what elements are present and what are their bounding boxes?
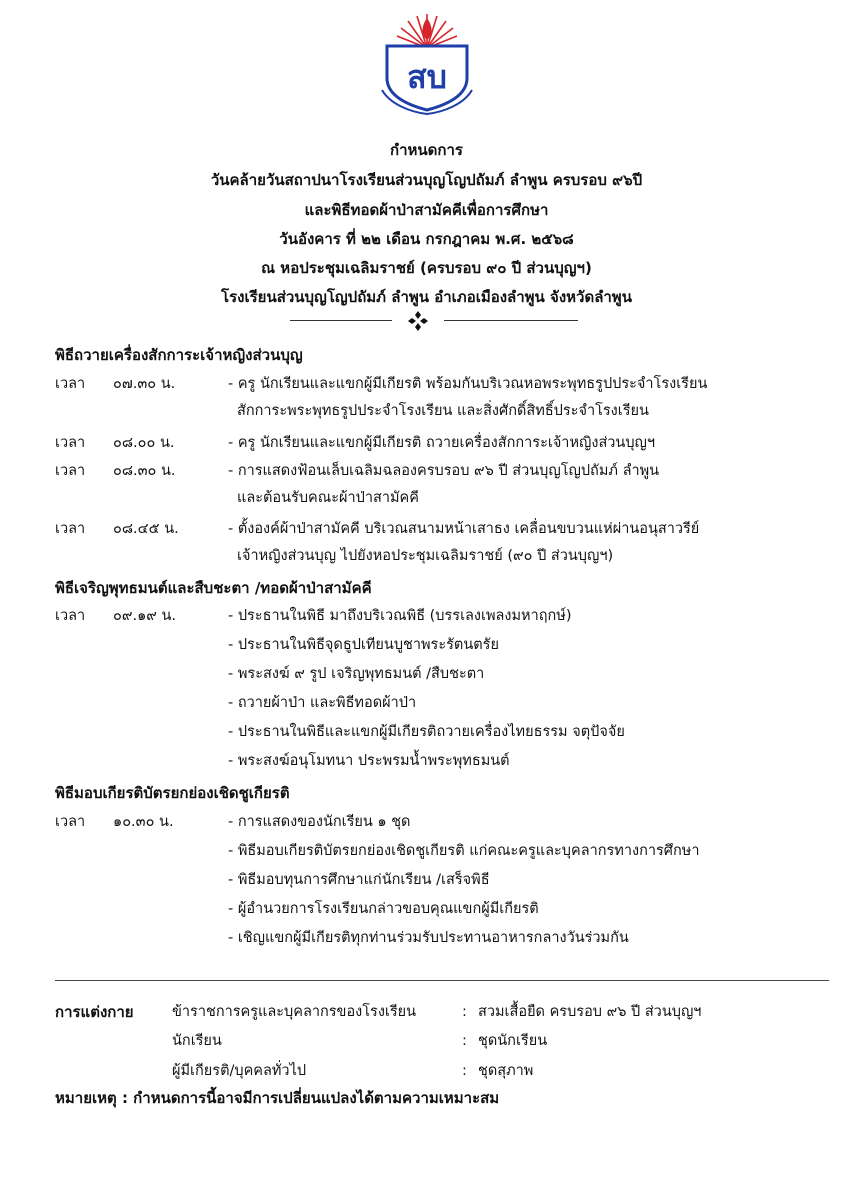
dress-colon: : xyxy=(462,1063,467,1079)
agenda-line: - ครู นักเรียนและแขกผู้มีเกียรติ พร้อมกันบริเวณหอพระพุทธรูปประจำโรงเรียน xyxy=(228,376,708,392)
time-value: ๐๘.๔๕ น. xyxy=(113,521,179,537)
agenda-line: - ประธานในพิธี มาถึงบริเวณพิธี (บรรเลงเพลงมหาฤกษ์) xyxy=(228,608,572,624)
time-value: ๐๘.๐๐ น. xyxy=(113,435,175,451)
agenda-line: - ตั้งองค์ผ้าป่าสามัคคี บริเวณสนามหน้าเสาธง เคลื่อนขบวนแห่ผ่านอนุสาวรีย์ xyxy=(228,521,700,537)
event-date: วันอังคาร ที่ ๒๒ เดือน กรกฎาคม พ.ศ. ๒๕๖๘ xyxy=(279,230,574,248)
dress-what: ชุดสุภาพ xyxy=(478,1063,534,1079)
event-title: วันคล้ายวันสถาปนาโรงเรียนส่วนบุญโญปถัมภ์ ลำพูน ครบรอบ ๙๖ปี xyxy=(210,171,643,189)
event-venue: ณ หอประชุมเฉลิมราชย์ (ครบรอบ ๙๐ ปี ส่วนบุญฯ) xyxy=(261,259,592,277)
time-value: ๐๗.๓๐ น. xyxy=(113,376,176,392)
time-label: เวลา xyxy=(55,463,86,479)
section-title: พิธีมอบเกียรติบัตรยกย่องเชิดชูเกียรติ xyxy=(55,784,290,802)
agenda-line: - พระสงฆ์อนุโมทนา ประพรมน้ำพระพุทธมนต์ xyxy=(228,753,510,769)
school-emblem-svg xyxy=(370,8,484,118)
agenda-line: - การแสดงฟ้อนเล็บเฉลิมฉลองครบรอบ ๙๖ ปี ส่วนบุญโญปถัมภ์ ลำพูน xyxy=(228,463,660,479)
agenda-line: - พิธีมอบทุนการศึกษาแก่นักเรียน /เสร็จพิธี xyxy=(228,872,490,888)
diamond-ornament-icon xyxy=(406,310,430,332)
time-label: เวลา xyxy=(55,814,86,830)
agenda-line: - เชิญแขกผู้มีเกียรติทุกท่านร่วมรับประทานอาหารกลางวันร่วมกัน xyxy=(228,930,629,946)
agenda-line: - ผู้อำนวยการโรงเรียนกล่าวขอบคุณแขกผู้มีเกียรติ xyxy=(228,901,539,917)
agenda-line: - ประธานในพิธีและแขกผู้มีเกียรติถวายเครื่องไทยธรรม จตุปัจจัย xyxy=(228,724,625,740)
section-title: พิธีเจริญพุทธมนต์และสืบชะตา /ทอดผ้าป่าสามัคคี xyxy=(55,579,372,597)
dress-colon: : xyxy=(462,1004,467,1020)
agenda-line: สักการะพระพุทธรูปประจำโรงเรียน และสิ่งศักดิ์สิทธิ์ประจำโรงเรียน xyxy=(237,403,649,419)
agenda-line: - ครู นักเรียนและแขกผู้มีเกียรติ ถวายเครื่องสักการะเจ้าหญิงส่วนบุญฯ xyxy=(228,435,656,451)
agenda-line: และต้อนรับคณะผ้าป่าสามัคคี xyxy=(237,490,419,506)
dress-what: ชุดนักเรียน xyxy=(478,1033,548,1049)
school-emblem-letters: สบ xyxy=(407,58,447,96)
dress-who: นักเรียน xyxy=(172,1033,222,1049)
dress-who: ข้าราชการครูและบุคลากรของโรงเรียน xyxy=(172,1004,417,1020)
agenda-line: - ถวายผ้าป่า และพิธีทอดผ้าป่า xyxy=(228,695,417,711)
dress-what: สวมเสื้อยืด ครบรอบ ๙๖ ปี ส่วนบุญฯ xyxy=(478,1004,702,1020)
time-label: เวลา xyxy=(55,608,86,624)
dress-colon: : xyxy=(462,1033,467,1049)
time-value: ๐๘.๓๐ น. xyxy=(113,463,176,479)
event-subtitle: และพิธีทอดผ้าป่าสามัคคีเพื่อการศึกษา xyxy=(304,201,549,219)
school-emblem xyxy=(370,8,484,118)
section-title: พิธีถวายเครื่องสักการะเจ้าหญิงส่วนบุญ xyxy=(55,346,303,364)
agenda-line: เจ้าหญิงส่วนบุญ ไปยังหอประชุมเฉลิมราชย์ (๙๐ ปี ส่วนบุญฯ) xyxy=(237,548,614,564)
horizontal-rule xyxy=(55,980,829,981)
divider-right xyxy=(444,320,578,321)
document-title: กำหนดการ xyxy=(390,141,463,159)
dress-who: ผู้มีเกียรติ/บุคคลทั่วไป xyxy=(172,1063,307,1079)
time-value: ๐๙.๑๙ น. xyxy=(113,608,177,624)
agenda-line: - พิธีมอบเกียรติบัตรยกย่องเชิดชูเกียรติ แก่คณะครูและบุคลากรทางการศึกษา xyxy=(228,843,700,859)
school-address: โรงเรียนส่วนบุญโญปถัมภ์ ลำพูน อำเภอเมืองลำพูน จังหวัดลำพูน xyxy=(221,288,632,306)
time-label: เวลา xyxy=(55,376,86,392)
agenda-line: - การแสดงของนักเรียน ๑ ชุด xyxy=(228,814,411,830)
dress-code-label: การแต่งกาย xyxy=(55,1003,134,1021)
divider-left xyxy=(290,320,392,321)
time-label: เวลา xyxy=(55,521,86,537)
time-label: เวลา xyxy=(55,435,86,451)
note: หมายเหตุ : กำหนดการนี้อาจมีการเปลี่ยนแปลงได้ตามความเหมาะสม xyxy=(55,1089,500,1107)
agenda-line: - ประธานในพิธีจุดธูปเทียนบูชาพระรัตนตรัย xyxy=(228,637,499,653)
agenda-line: - พระสงฆ์ ๙ รูป เจริญพุทธมนต์ /สืบชะตา xyxy=(228,666,485,682)
time-value: ๑๐.๓๐ น. xyxy=(113,814,174,830)
